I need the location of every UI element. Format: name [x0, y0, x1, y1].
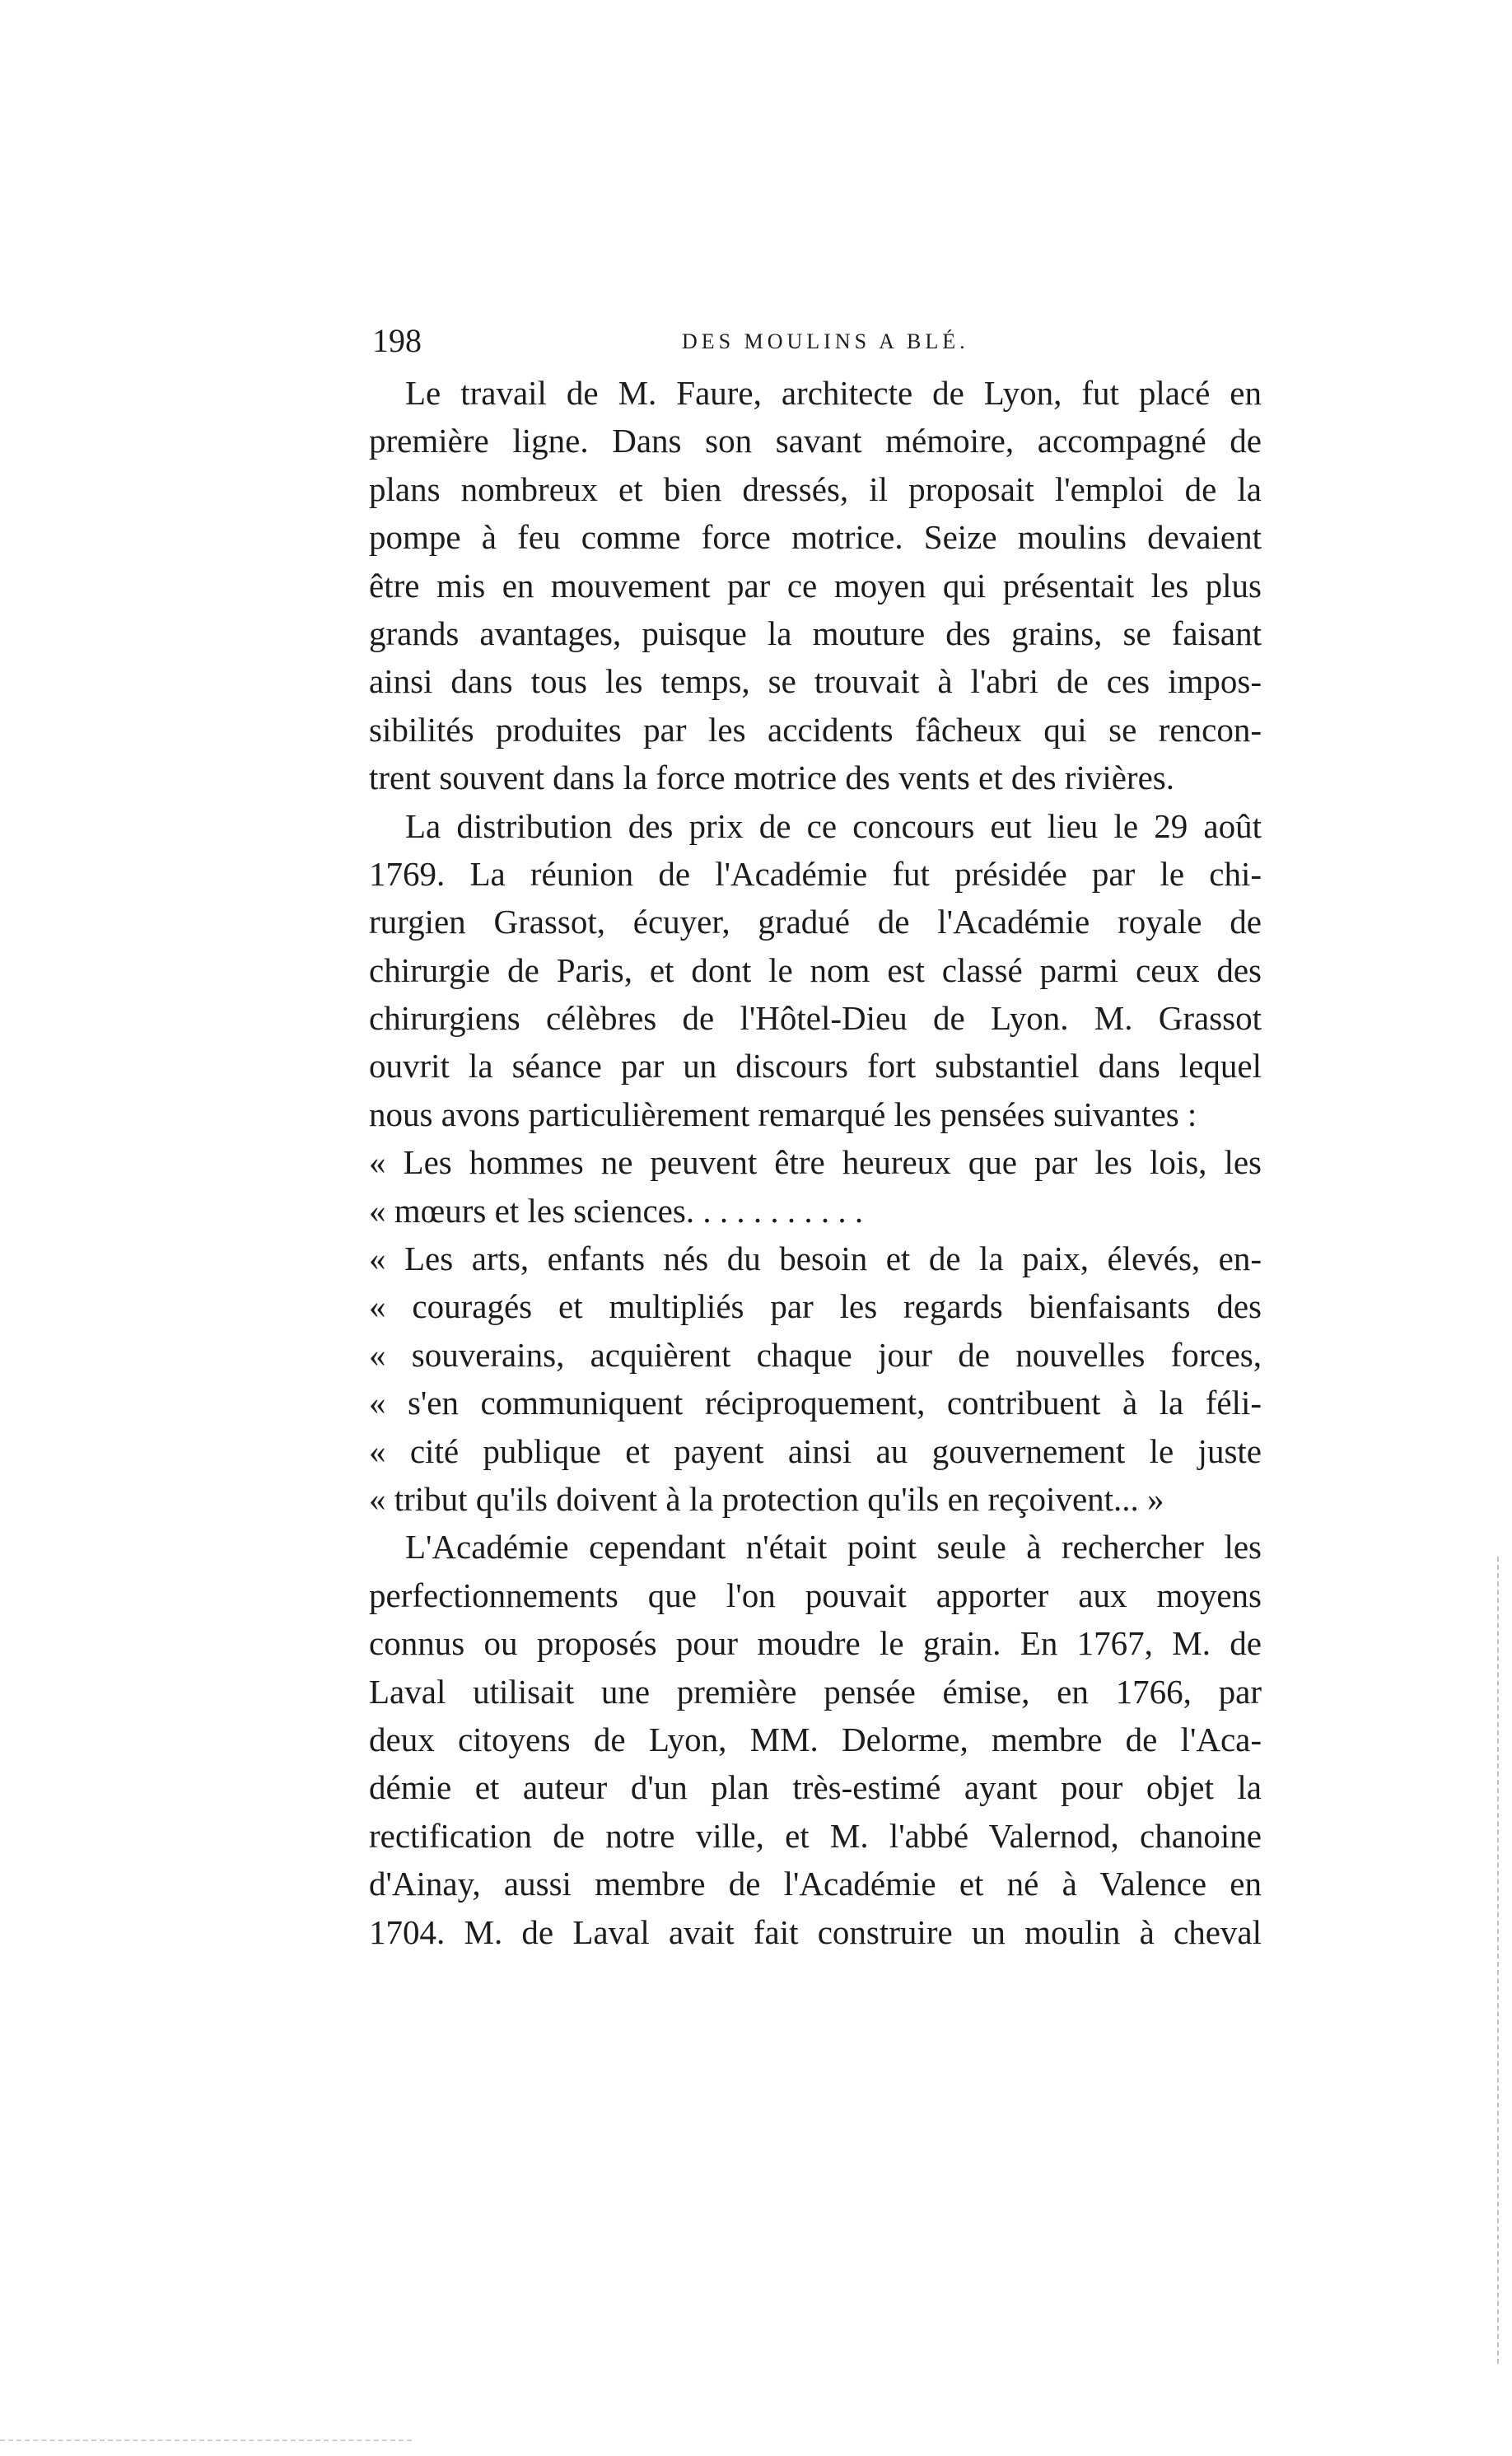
quote-line: « s'en communiquent réciproquement, contribuent à la féli-	[369, 1384, 1262, 1422]
quote-line: « tribut qu'ils doivent à la protection qu'ils en reçoivent... »	[369, 1479, 1164, 1518]
scan-bottom-artifact	[0, 2440, 412, 2443]
text-line: sibilités produites par les accidents fâcheux qui se rencon-	[369, 710, 1262, 749]
text-line: grands avantages, puisque la mouture des grains, se faisant	[369, 614, 1262, 652]
text-line: ainsi dans tous les temps, se trouvait à l'abri de ces impos-	[369, 662, 1262, 701]
text-line: rurgien Grassot, écuyer, gradué de l'Académie royale de	[369, 903, 1262, 941]
text-line: connus ou proposés pour moudre le grain. En 1767, M. de	[369, 1624, 1262, 1663]
quote-line: « mœurs et les sciences. . . . . . . . . . .	[369, 1191, 864, 1230]
running-title: DES MOULINS A BLÉ.	[682, 329, 969, 353]
text-line: 1769. La réunion de l'Académie fut présidée par le chi-	[369, 854, 1262, 893]
body-text	[369, 369, 1262, 1956]
text-line: première ligne. Dans son savant mémoire, accompagné de	[369, 422, 1262, 460]
text-line: deux citoyens de Lyon, MM. Delorme, membre de l'Aca-	[369, 1720, 1262, 1758]
text-line: chirurgie de Paris, et dont le nom est classé parmi ceux des	[369, 950, 1262, 989]
text-line: rectification de notre ville, et M. l'abbé Valernod, chanoine	[369, 1816, 1262, 1855]
text-line: Laval utilisait une première pensée émise, en 1766, par	[369, 1672, 1262, 1711]
text-line: d'Ainay, aussi membre de l'Académie et né à Valence en	[369, 1865, 1262, 1903]
text-line: pompe à feu comme force motrice. Seize moulins devaient	[369, 518, 1262, 557]
text-line: être mis en mouvement par ce moyen qui présentait les plus	[369, 566, 1262, 605]
text-line: chirurgiens célèbres de l'Hôtel-Dieu de Lyon. M. Grassot	[369, 999, 1262, 1038]
text-line: démie et auteur d'un plan très-estimé ayant pour objet la	[369, 1768, 1262, 1807]
quote-line: « couragés et multipliés par les regards bienfaisants des	[369, 1287, 1262, 1326]
quote-line: « Les arts, enfants nés du besoin et de la paix, élevés, en-	[369, 1240, 1262, 1278]
text-line: ouvrit la séance par un discours fort substantiel dans lequel	[369, 1047, 1262, 1086]
text-line: 1704. M. de Laval avait fait construire un moulin à cheval	[369, 1912, 1262, 1951]
scan-margin-artifact	[1497, 1557, 1500, 2364]
quote-line: « cité publique et payent ainsi au gouvernement le juste	[369, 1431, 1262, 1470]
text-line: Le travail de M. Faure, architecte de Lyon, fut placé en	[405, 374, 1262, 412]
page-number: 198	[372, 322, 422, 359]
text-line: perfectionnements que l'on pouvait apporter aux moyens	[369, 1576, 1262, 1614]
text-line: nous avons particulièrement remarqué les pensées suivantes :	[369, 1095, 1197, 1133]
text-line: L'Académie cependant n'était point seule à rechercher les	[405, 1528, 1262, 1567]
quote-line: « souverains, acquièrent chaque jour de nouvelles forces,	[369, 1335, 1262, 1374]
quote-line: « Les hommes ne peuvent être heureux que par les lois, les	[369, 1143, 1262, 1182]
text-line: plans nombreux et bien dressés, il proposait l'emploi de la	[369, 469, 1262, 508]
text-line: trent souvent dans la force motrice des vents et des rivières.	[369, 759, 1174, 797]
page-header	[362, 316, 1276, 366]
text-line: La distribution des prix de ce concours eut lieu le 29 août	[405, 806, 1262, 845]
